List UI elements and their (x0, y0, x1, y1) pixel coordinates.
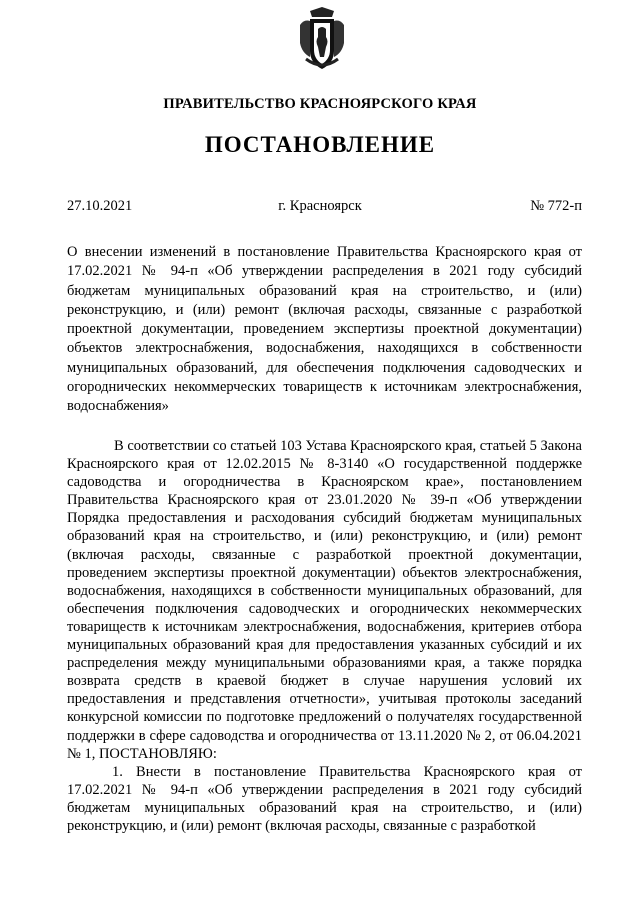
document-date: 27.10.2021 (67, 198, 133, 214)
document-body (67, 437, 582, 835)
document-subject: О внесении изменений в постановление Правительства Красноярского края от 17.02.2021 № 94-п «Об утверждении распределения в 2021 году субсидий бюджетам муниципальных образований края на строительство, и (или) реконструкцию, и (или) ремонт (включая расходы, связанные с разработкой проектной документации, проведением экспертизы проектной документации) объектов электроснабжения, водоснабжения, находящихся в собственности муниципальных образований, для обеспечения подключения садоводческих и огороднических некоммерческих товариществ к источникам электроснабжения, водоснабжения» (67, 244, 582, 415)
document-number: № 772-п (530, 198, 582, 214)
document-city: г. Красноярск (278, 198, 362, 214)
government-name: ПРАВИТЕЛЬСТВО КРАСНОЯРСКОГО КРАЯ (163, 96, 477, 112)
document-type-title: ПОСТАНОВЛЕНИЕ (204, 132, 436, 157)
item-1-paragraph: 1. Внести в постановление Правительства Красноярского края от 17.02.2021 № 94-п «Об утверждении распределения в 2021 году субсидий бюджетам муниципальных образований края на строительство, и (или) реконструкцию, и (или) ремонт (включая расходы, связанные с разработкой (67, 763, 582, 834)
coat-of-arms-icon (296, 7, 348, 71)
preamble-paragraph: В соответствии со статьей 103 Устава Красноярского края, статьей 5 Закона Красноярского края от 12.02.2015 № 8-3140 «О государственной поддержке садоводства и огородничества в Красноярском крае», постановлением Правительства Красноярского края от 23.01.2020 № 39-п «Об утверждении Порядка предоставления и расходования субсидий бюджетам муниципальных образований края на строительство, и (или) реконструкцию, и (или) ремонт (включая расходы, связанные с разработкой проектной документации, проведением экспертизы проектной документации) объектов электроснабжения, водоснабжения, находящихся в собственности муниципальных образований, для обеспечения подключения садоводческих и огороднических некоммерческих товариществ к источникам электроснабжения, водоснабжения, критериев отбора муниципальных образований края для предоставления указанных субсидий и их распределения между муниципальными образованиями края, а также порядка возврата средств в краевой бюджет в случае нарушения условий их предоставления и представления отчетности», учитывая протоколы заседаний конкурсной комиссии по подготовке предложений о получателях государственной поддержки в сфере садоводства и огородничества от 13.11.2020 № 2, от 06.04.2021 № 1, ПОСТАНОВЛЯЮ: (67, 438, 582, 762)
